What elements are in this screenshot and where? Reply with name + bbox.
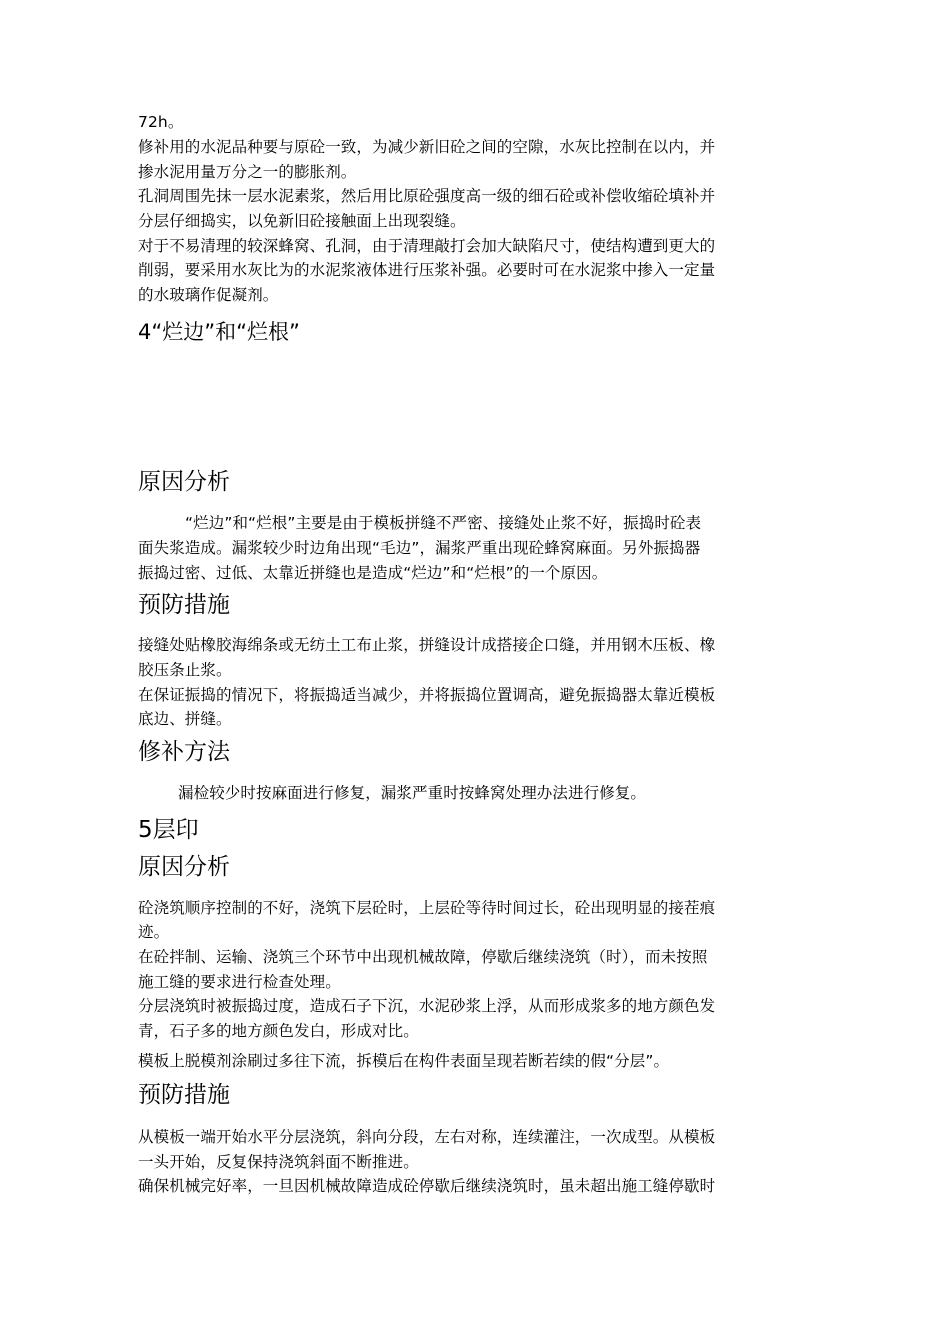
section-4-prevention-line: 接缝处贴橡胶海绵条或无纺土工布止浆，拼缝设计成搭接企口缝，并用钢木压板、橡 [138,636,716,654]
intro-line: 掺水泥用量万分之一的膨胀剂。 [138,163,357,181]
intro-line: 对于不易清理的较深蜂窝、孔洞，由于清理敲打会加大缺陷尺寸，使结构遭到更大的 [138,237,716,255]
section-5-cause-line: 迹。 [138,923,170,941]
intro-line: 分层仔细捣实，以免新旧砼接触面上出现裂缝。 [138,212,466,230]
section-4-prevention-heading: 预防措施 [138,592,230,618]
section-4-title: 4“烂边”和“烂根” [138,320,300,344]
section-4-prevention-line: 在保证振捣的情况下，将振捣适当减少，并将振捣位置调高，避免振捣器太靠近模板 [138,686,716,704]
section-4-cause-line: “烂边”和“烂根”主要是由于模板拼缝不严密、接缝处止浆不好，振捣时砼表 [185,514,702,532]
intro-line: 孔洞周围先抹一层水泥素浆，然后用比原砼强度高一级的细石砼或补偿收缩砼填补并 [138,187,716,205]
section-4-repair-line: 漏检较少时按麻面进行修复，漏浆严重时按蜂窝处理办法进行修复。 [178,784,647,802]
intro-line: 72h。 [138,113,184,131]
section-5-cause-line: 施工缝的要求进行检查处理。 [138,973,341,991]
intro-line: 削弱，要采用水灰比为的水泥浆液体进行压浆补强。必要时可在水泥浆中掺入一定量 [138,261,716,279]
section-4-prevention-line: 胶压条止浆。 [138,661,232,679]
section-4-repair-heading: 修补方法 [138,739,230,765]
section-5-cause-line: 青，石子多的地方颜色发白，形成对比。 [138,1022,419,1040]
section-4-prevention-line: 底边、拼缝。 [138,710,232,728]
section-5-prevention-line: 从模板一端开始水平分层浇筑，斜向分段，左右对称，连续灌注，一次成型。从模板 [138,1128,716,1146]
section-5-cause-heading: 原因分析 [138,854,230,880]
section-5-cause-line: 模板上脱模剂涂刷过多往下流，拆模后在构件表面呈现若断若续的假“分层”。 [138,1052,670,1070]
section-4-cause-line: 振捣过密、过低、太靠近拼缝也是造成“烂边”和“烂根”的一个原因。 [138,564,608,582]
intro-line: 的水玻璃作促凝剂。 [138,286,279,304]
section-5-prevention-line: 确保机械完好率，一旦因机械故障造成砼停歇后继续浇筑时，虽未超出施工缝停歇时 [138,1177,716,1195]
intro-line: 修补用的水泥品种要与原砼一致，为减少新旧砼之间的空隙，水灰比控制在以内，并 [138,138,716,156]
section-5-cause-line: 分层浇筑时被振捣过度，造成石子下沉，水泥砂浆上浮，从而形成浆多的地方颜色发 [138,997,716,1015]
section-5-prevention-line: 一头开始，反复保持浇筑斜面不断推进。 [138,1153,419,1171]
section-4-cause-heading: 原因分析 [138,469,230,495]
section-4-cause-line: 面失浆造成。漏浆较少时边角出现“毛边”，漏浆严重出现砼蜂窝麻面。另外振捣器 [138,539,701,557]
section-5-cause-line: 砼浇筑顺序控制的不好，浇筑下层砼时，上层砼等待时间过长，砼出现明显的接茬痕 [138,899,716,917]
section-5-prevention-heading: 预防措施 [138,1082,230,1108]
section-5-cause-line: 在砼拌制、运输、浇筑三个环节中出现机械故障，停歇后继续浇筑（时），而未按照 [138,948,708,966]
section-5-title: 5层印 [138,817,199,843]
